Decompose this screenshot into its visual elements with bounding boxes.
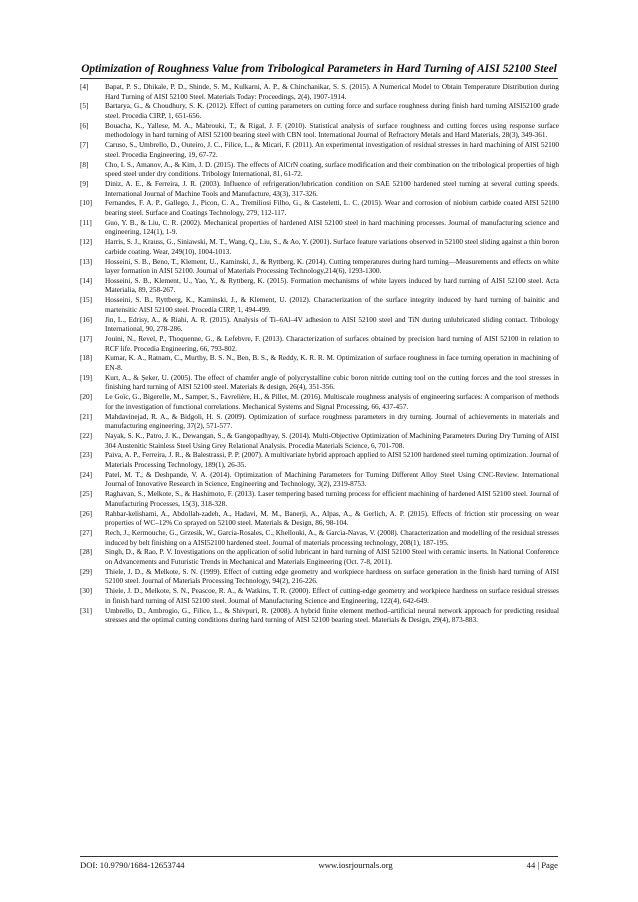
reference-text: Raghavan, S., Melkote, S., & Hashimoto, F. (2013). Laser tempering based turning process for efficient machining of hardened AISI 52100 steel. Journal of Manufacturing Processes, 15(3), 318-328.: [105, 490, 559, 508]
reference-number: [10]: [80, 199, 93, 208]
reference-entry: [80, 451, 559, 470]
reference-text: Hosseini, S. B., Ryttberg, K., Kaminski, J., & Klement, U. (2012). Characterization of the surface integrity induced by hard turning of bainitic and martensitic AISI 52100 steel. Procedia CIRP, 1, 494-499.: [105, 296, 559, 314]
reference-number: [16]: [80, 315, 93, 324]
reference-entry: [80, 161, 559, 180]
reference-number: [28]: [80, 548, 93, 557]
reference-number: [11]: [80, 218, 92, 227]
reference-text: Bartarya, G., & Choudhury, S. K. (2012). Effect of cutting parameters on cutting force and surface roughness during finish hard turning AISI52100 grade steel. Procedia CIRP, 1, 651-656.: [105, 102, 559, 120]
reference-text: Harris, S. J., Krauss, G., Siniawski, M. T., Wang, Q., Liu, S., & Ao, Y. (2001). Surface feature variations observed in 52100 steel sliding against a thin boron carbide coating. Wear, 249(10), 1004-1013.: [105, 238, 559, 256]
reference-number: [24]: [80, 470, 93, 479]
reference-text: Hosseini, S. B., Beno, T., Klement, U., Kaminski, J., & Ryttberg, K. (2014). Cutting temperatures during hard turning—Measurements and effects on white layer formation in AISI 52100. Journal of Materials Processing Technology,214(6), 1293-1300.: [105, 257, 559, 276]
reference-text: Kurt, A., & Şeker, U. (2005). The effect of chamfer angle of polycrystalline cubic boron nitride cutting tool on the cutting forces and the tool stresses in finishing hard turning of AISI 52100 steel. Materials & design, 26(4), 351-356.: [105, 373, 559, 392]
reference-number: [23]: [80, 451, 93, 460]
page-footer: [80, 860, 558, 871]
reference-entry: [80, 180, 559, 199]
reference-entry: [80, 238, 559, 257]
reference-number: [9]: [80, 179, 89, 188]
reference-text: Cho, I. S., Amanov, A., & Kim, J. D. (2015). The effects of AlCrN coating, surface modification and their combination on the tribological properties of high speed steel under dry conditions. Tribology International, 81, 61-72.: [105, 160, 559, 179]
reference-entry: [80, 277, 559, 296]
reference-entry: [80, 548, 559, 567]
reference-text: Kumar, K. A., Ratnam, C., Murthy, B. S. N., Ben, B. S., & Reddy, K. R. R. M. Optimization of surface roughness in face turning operation in machining of EN-8.: [105, 354, 559, 373]
reference-number: [5]: [80, 102, 89, 111]
reference-text: Hosseini, S. B., Klement, U., Yao, Y., & Ryttberg, K. (2015). Formation mechanisms of white layers induced by hard turning of AISI 52100 steel. Acta Materialia, 89, 258-267.: [105, 276, 559, 295]
reference-entry: [80, 354, 559, 373]
reference-number: [7]: [80, 141, 89, 150]
running-header-title: Optimization of Roughness Value from Tribological Parameters in Hard Turning of AISI 52100 Steel: [81, 63, 557, 75]
reference-number: [21]: [80, 412, 93, 421]
reference-text: Caruso, S., Umbrello, D., Outeiro, J. C., Filice, L., & Micari, F. (2011). An experimental investigation of residual stresses in hard machining of AISI 52100 steel. Procedia Engineering, 19, 67-72.: [105, 141, 559, 159]
reference-number: [8]: [80, 160, 89, 169]
reference-text: Le Goïc, G., Bigerelle, M., Samper, S., Favrelière, H., & Pillet, M. (2016). Multiscale roughness analysis of engineering surfaces: A comparison of methods for the investigation of functional correlations. Mechanical Systems and Signal Processing, 66, 437-457.: [105, 393, 559, 411]
reference-entry: [80, 258, 559, 277]
reference-number: [14]: [80, 276, 93, 285]
reference-text: Guo, Y. B., & Liu, C. R. (2002). Mechanical properties of hardened AISI 52100 steel in hard machining processes. Journal of manufacturing science and engineering, 124(1), 1-9.: [105, 218, 559, 237]
reference-entry: [80, 393, 559, 412]
reference-number: [17]: [80, 335, 93, 344]
reference-number: [22]: [80, 432, 93, 441]
header-divider: [80, 78, 558, 79]
reference-entry: [80, 587, 559, 606]
reference-number: [19]: [80, 373, 93, 382]
reference-entry: [80, 510, 559, 529]
reference-number: [18]: [80, 354, 93, 363]
reference-text: Jin, L., Edrisy, A., & Riahi, A. R. (2015). Analysis of Ti–6Al–4V adhesion to AISI 52100 steel and TiN during unlubricated sliding contact. Tribology International, 90, 278-286.: [105, 315, 559, 334]
reference-list: [80, 83, 559, 626]
reference-number: [15]: [80, 296, 93, 305]
reference-number: [29]: [80, 567, 93, 576]
reference-number: [6]: [80, 121, 89, 130]
reference-entry: [80, 568, 559, 587]
reference-text: Bouacha, K., Yallese, M. A., Mabrouki, T., & Rigal, J. F. (2010). Statistical analysis of surface roughness and cutting forces using response surface methodology in hard turning of AISI 52100 bearing steel with CBN tool. International Journal of Refractory Metals and Hard Materials, 28(3), 349-361.: [105, 121, 559, 140]
reference-text: Mahdavinejad, R. A., & Bidgoli, H. S. (2009). Optimization of surface roughness parameters in dry turning. Journal of achievements in materials and manufacturing engineering, 37(2), 571-577.: [105, 412, 559, 431]
reference-entry: [80, 102, 559, 121]
reference-entry: [80, 335, 559, 354]
reference-text: Patel, M. T., & Deshpande, V. A. (2014). Optimization of Machining Parameters for Turning Different Alloy Steel Using CNC-Review. International Journal of Innovative Research in Science, Engineering and Technology, 3(2), 2319-8753.: [105, 470, 559, 489]
reference-text: Paiva, A. P., Ferreira, J. R., & Balestrassi, P. P. (2007). A multivariate hybrid approach applied to AISI 52100 hardened steel turning optimization. Journal of Materials Processing Technology, 189(1), 26-35.: [105, 451, 559, 469]
reference-text: Nayak, S. K., Patro, J. K., Dewangan, S., & Gangopadhyay, S. (2014). Multi-Objective Optimization of Machining Parameters During Dry Turning of AISI 304 Austenitic Stainless Steel Using Grey Relational Analysis. Procedia Materials Science, 6, 701-708.: [105, 432, 559, 450]
reference-entry: [80, 316, 559, 335]
reference-number: [12]: [80, 238, 93, 247]
reference-entry: [80, 122, 559, 141]
reference-text: Singh, D., & Rao, P. V. Investigations on the application of solid lubricant in hard turning of AISI 52100 Steel with ceramic inserts. In National Conference on Advancements and Futuristic Trends in Mechanical and Materials Engineering (Oct. 7-8, 2011).: [105, 548, 559, 566]
reference-number: [27]: [80, 528, 93, 537]
reference-entry: [80, 471, 559, 490]
reference-entry: [80, 529, 559, 548]
reference-text: Bapat, P. S., Dhikale, P. D., Shinde, S. M., Kulkarni, A. P., & Chinchanikar, S. S. (2015). A Numerical Model to Obtain Temperature Distribution during Hard Turning of AISI 52100 Steel. Materials Today: Proceedings, 2(4), 1907-1914.: [105, 83, 559, 101]
footer-doi: DOI: 10.9790/1684-12653744: [80, 860, 185, 870]
reference-text: Diniz, A. E., & Ferreira, J. R. (2003). Influence of refrigeration/lubrication condition on SAE 52100 hardened steel turning at several cutting speeds. International Journal of Machine Tools and Manufacture, 43(3), 317-326.: [105, 179, 559, 198]
reference-text: Fernandes, F. A. P., Gallego, J., Picon, C. A., Tremiliosi Filho, G., & Casteletti, L. C. (2015). Wear and corrosion of niobium carbide coated AISI 52100 bearing steel. Surface and Coatings Technology, 279, 112-117.: [105, 199, 559, 217]
reference-number: [4]: [80, 83, 89, 91]
footer-page-number: 44 | Page: [526, 860, 558, 870]
reference-entry: [80, 141, 559, 160]
reference-entry: [80, 607, 559, 626]
reference-entry: [80, 83, 559, 102]
reference-entry: [80, 374, 559, 393]
reference-entry: [80, 432, 559, 451]
reference-text: Umbrello, D., Ambrogio, G., Filice, L., & Shivpuri, R. (2008). A hybrid finite element method–artificial neural network approach for predicting residual stresses and the optimal cutting conditions during hard turning of AISI 52100 bearing steel. Materials & Design, 29(4), 873-883.: [105, 606, 559, 625]
reference-number: [25]: [80, 490, 93, 499]
reference-number: [13]: [80, 257, 93, 266]
reference-number: [30]: [80, 587, 93, 596]
footer-divider: [80, 856, 558, 857]
reference-entry: [80, 413, 559, 432]
reference-number: [20]: [80, 393, 93, 402]
reference-text: Thiele, J. D., Melkote, S. N., Peascoe, R. A., & Watkins, T. R. (2000). Effect of cutting-edge geometry and workpiece hardness on surface residual stresses in finish hard turning of AISI 52100 steel. Journal of Manufacturing Science and Engineering, 122(4), 642-649.: [105, 587, 559, 605]
reference-text: Thiele, J. D., & Melkote, S. N. (1999). Effect of cutting edge geometry and workpiece hardness on surface generation in the finish hard turning of AISI 52100 steel. Journal of Materials Processing Technology, 94(2), 216-226.: [105, 567, 559, 586]
reference-number: [26]: [80, 509, 93, 518]
reference-text: Jouini, N., Revel, P., Thoquenne, G., & Lefebvre, F. (2013). Characterization of surfaces obtained by precision hard turning of AISI 52100 in relation to RCF life. Procedia Engineering, 66, 793-802.: [105, 335, 559, 353]
reference-text: Rech, J., Kermouche, G., Grzesik, W., Garcia-Rosales, C., Khellouki, A., & Garcia-Navas, V. (2008). Characterization and modelling of the residual stresses induced by belt finishing on a AISI52100 hardened steel. Journal of materials processing technology, 208(1), 187-195.: [105, 528, 559, 547]
reference-number: [31]: [80, 606, 93, 615]
footer-website: www.iosrjournals.org: [318, 860, 393, 870]
reference-entry: [80, 219, 559, 238]
reference-entry: [80, 490, 559, 509]
reference-entry: [80, 296, 559, 315]
reference-entry: [80, 199, 559, 218]
reference-text: Rahbar-kelishami, A., Abdollah-zadeh, A., Hadavi, M. M., Banerji, A., Alpas, A., & Gerlich, A. P. (2015). Effects of friction stir processing on wear properties of WC–12% Co sprayed on 52100 steel. Materials & Design, 86, 98-104.: [105, 509, 559, 528]
